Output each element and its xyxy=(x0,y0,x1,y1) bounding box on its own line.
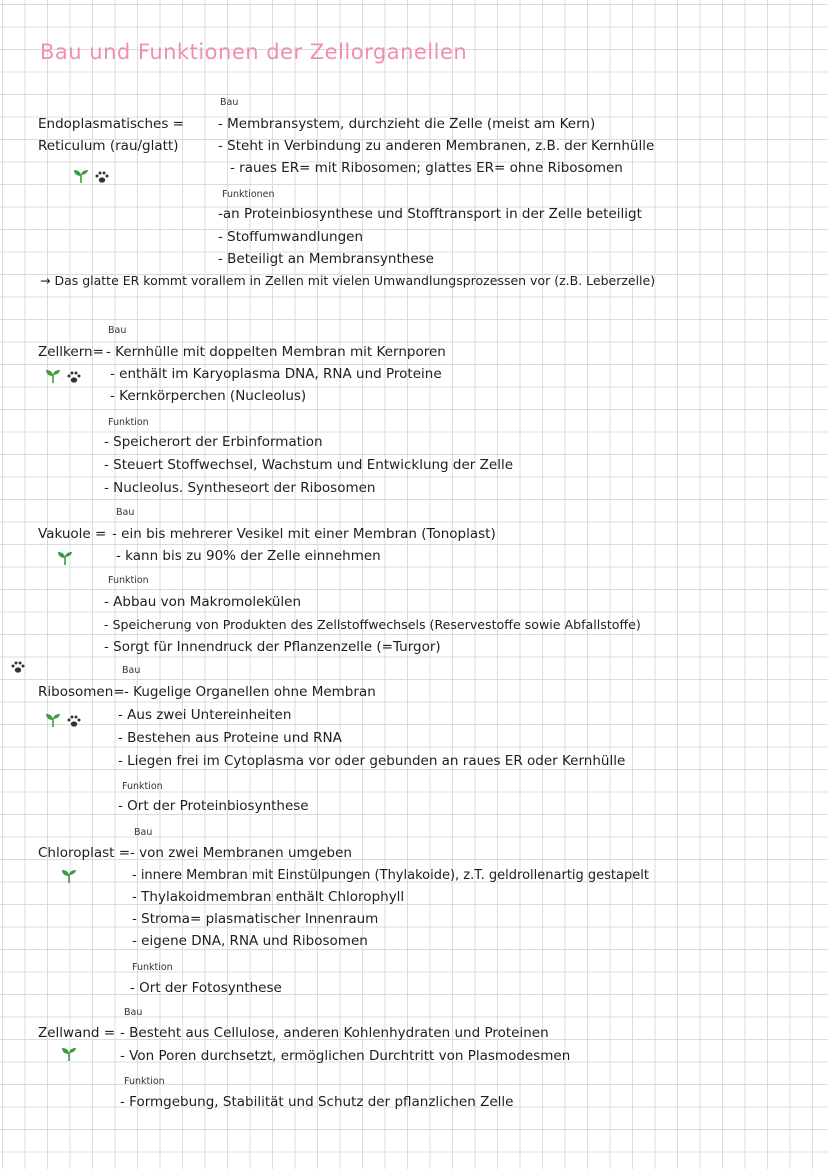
er-funktion-item: - Stoffumwandlungen xyxy=(218,229,364,245)
vakuole-funktion-label: Funktion xyxy=(108,575,149,586)
ribosomen-bau-label: Bau xyxy=(122,665,141,676)
zellwand-bau-item: - Besteht aus Cellulose, anderen Kohlenhydraten und Proteinen xyxy=(120,1025,549,1041)
zellkern-funktion-item: - Steuert Stoffwechsel, Wachstum und Entwicklung der Zelle xyxy=(104,457,513,473)
er-bau-item: - Membransystem, durchzieht die Zelle (meist am Kern) xyxy=(218,116,596,132)
chloroplast-bau-item: - Thylakoidmembran enthält Chlorophyll xyxy=(132,889,405,905)
er-funktion-item: - Beteiligt an Membransynthese xyxy=(218,251,434,267)
zellwand-bau-label: Bau xyxy=(124,1007,143,1018)
er-bau-item: - Steht in Verbindung zu anderen Membranen, z.B. der Kernhülle xyxy=(218,138,655,154)
chloroplast-bau-item: - innere Membran mit Einstülpungen (Thylakoide), z.T. geldrollenartig gestapelt xyxy=(132,868,649,883)
ribosomen-name: Ribosomen= xyxy=(38,684,125,700)
chloroplast-name: Chloroplast = xyxy=(38,845,131,861)
zellkern-funktion-item: - Speicherort der Erbinformation xyxy=(104,434,323,450)
sprout-icon xyxy=(56,550,74,569)
er-note: → Das glatte ER kommt vorallem in Zellen mit vielen Umwandlungsprozessen vor (z.B. Leberzelle) xyxy=(40,273,656,288)
vakuole-name: Vakuole = xyxy=(38,526,107,542)
zellkern-bau-item: - Kernkörperchen (Nucleolus) xyxy=(110,388,307,404)
sprout-icon xyxy=(44,712,62,731)
vakuole-funktion-item: - Sorgt für Innendruck der Pflanzenzelle (=Turgor) xyxy=(104,639,441,655)
er-bau-label: Bau xyxy=(220,97,239,108)
zellkern-bau-label: Bau xyxy=(108,325,127,336)
vakuole-bau-label: Bau xyxy=(116,507,135,518)
vakuole-funktion-item: - Abbau von Makromolekülen xyxy=(104,594,302,610)
sprout-icon xyxy=(44,368,62,387)
zellkern-bau-item: - enthält im Karyoplasma DNA, RNA und Proteine xyxy=(110,366,442,382)
er-funktion-label: Funktionen xyxy=(222,189,275,200)
chloroplast-bau-item: - eigene DNA, RNA und Ribosomen xyxy=(132,933,368,949)
ribosomen-funktion-item: - Ort der Proteinbiosynthese xyxy=(118,798,309,814)
ribosomen-bau-item: - Liegen frei im Cytoplasma vor oder gebunden an raues ER oder Kernhülle xyxy=(118,753,626,769)
zellkern-bau-item: - Kernhülle mit doppelten Membran mit Kernporen xyxy=(106,344,446,360)
paw-icon xyxy=(94,170,110,187)
chloroplast-bau-label: Bau xyxy=(134,827,153,838)
paw-icon xyxy=(10,660,26,677)
sprout-icon xyxy=(60,1046,78,1065)
zellwand-funktion-label: Funktion xyxy=(124,1076,165,1087)
ribosomen-funktion-label: Funktion xyxy=(122,781,163,792)
sprout-icon xyxy=(60,868,78,887)
zellwand-name: Zellwand = xyxy=(38,1025,116,1041)
vakuole-bau-item: - ein bis mehrerer Vesikel mit einer Membran (Tonoplast) xyxy=(112,526,496,542)
ribosomen-bau-item: - Bestehen aus Proteine und RNA xyxy=(118,730,342,746)
ribosomen-bau-item: - Kugelige Organellen ohne Membran xyxy=(124,684,376,700)
zellwand-funktion-item: - Formgebung, Stabilität und Schutz der pflanzlichen Zelle xyxy=(120,1094,514,1110)
sprout-icon xyxy=(72,168,90,187)
chloroplast-bau-item: - Stroma= plasmatischer Innenraum xyxy=(132,911,379,927)
chloroplast-bau-item: - von zwei Membranen umgeben xyxy=(130,845,352,861)
chloroplast-funktion-item: - Ort der Fotosynthese xyxy=(130,980,282,996)
er-name-line2: Reticulum (rau/glatt) xyxy=(38,138,179,154)
er-name-line1: Endoplasmatisches = xyxy=(38,116,184,132)
zellkern-funktion-item: - Nucleolus. Syntheseort der Ribosomen xyxy=(104,480,376,496)
vakuole-funktion-item: - Speicherung von Produkten des Zellstoffwechsels (Reservestoffe sowie Abfallstoffe) xyxy=(104,617,641,632)
vakuole-bau-item: - kann bis zu 90% der Zelle einnehmen xyxy=(116,548,381,564)
page-title: Bau und Funktionen der Zellorganellen xyxy=(40,40,468,64)
zellwand-bau-item: - Von Poren durchsetzt, ermöglichen Durchtritt von Plasmodesmen xyxy=(120,1048,571,1064)
paw-icon xyxy=(66,714,82,731)
zellkern-name: Zellkern= xyxy=(38,344,104,360)
er-funktion-item: -an Proteinbiosynthese und Stofftransport in der Zelle beteiligt xyxy=(218,206,642,222)
ribosomen-bau-item: - Aus zwei Untereinheiten xyxy=(118,707,292,723)
paw-icon xyxy=(66,370,82,387)
zellkern-funktion-label: Funktion xyxy=(108,417,149,428)
er-bau-item: - raues ER= mit Ribosomen; glattes ER= ohne Ribosomen xyxy=(230,160,623,176)
chloroplast-funktion-label: Funktion xyxy=(132,962,173,973)
